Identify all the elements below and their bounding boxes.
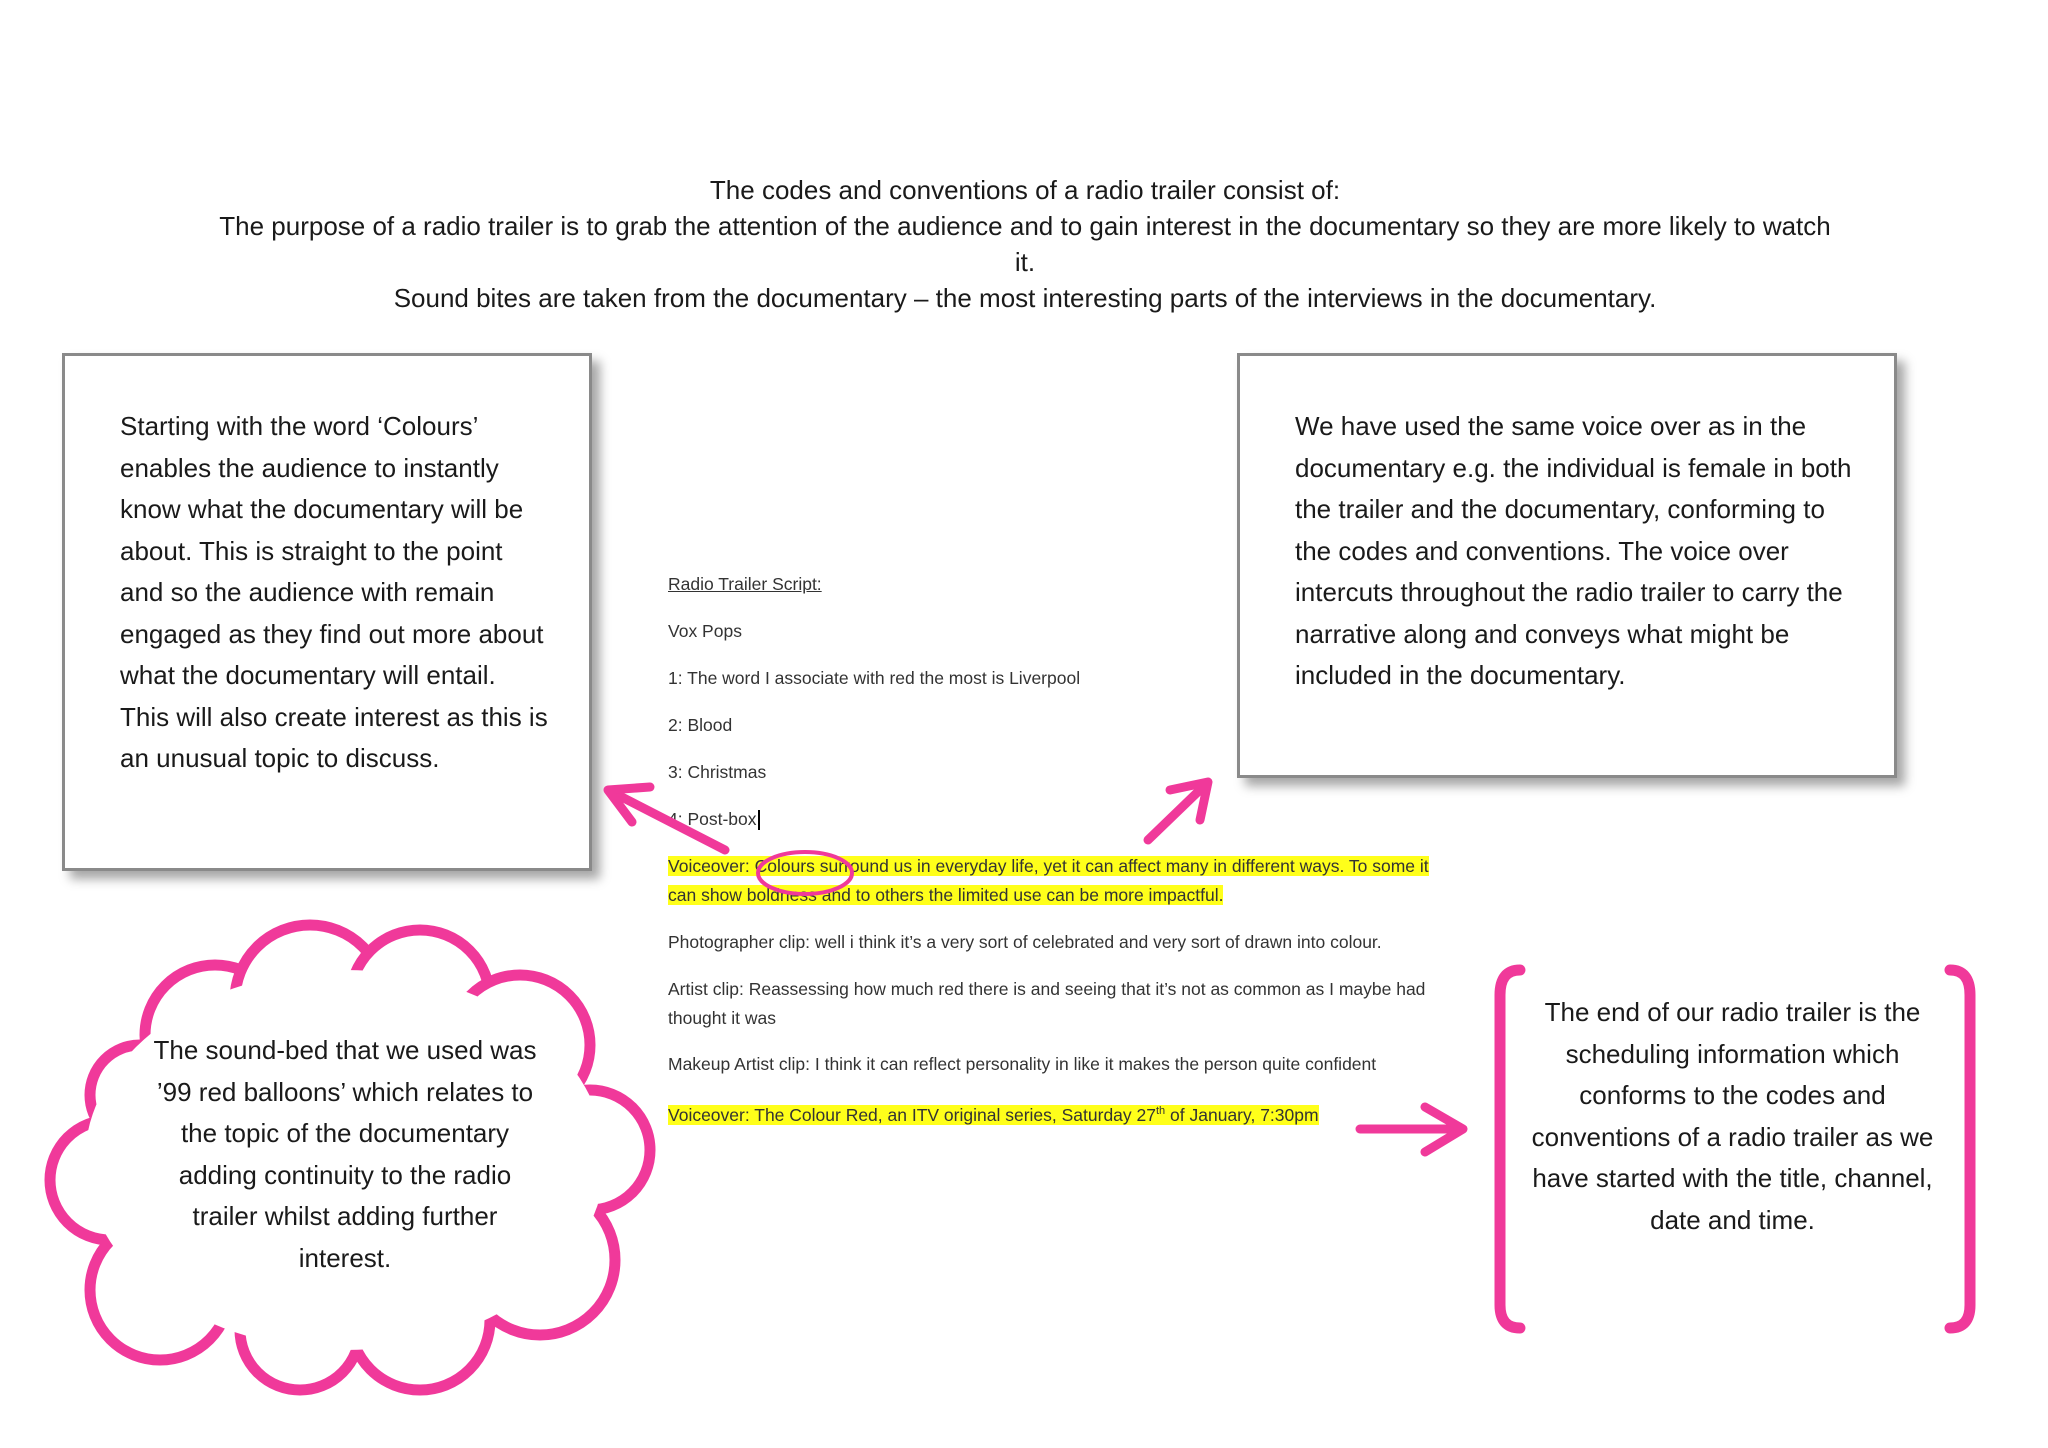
right-bracket-shape <box>1950 970 1970 1328</box>
script-artist-clip-b: thought it was <box>668 1008 776 1028</box>
right-annotation-text: We have used the same voice over as in the documentary e.g. the individual is female in both the trailer and the documentary, conforming to the codes and conventions. The voice over intercuts throughout the radio trailer to carry the narrative along and conveys what might be included in the documentary. <box>1295 411 1852 690</box>
left-annotation-text: Starting with the word ‘Colours’ enables the audience to instantly know what the documentary will be about. This is straight to the point and so the audience with remain engaged as they find out more about what the documentary will entail. This will also create interest as this is an unusual topic to discuss. <box>120 411 548 773</box>
script-vox-pops: Vox Pops <box>668 621 742 641</box>
script-item-1: 1: The word I associate with red the most is Liverpool <box>668 668 1081 688</box>
script-item-4: 4: Post-box <box>668 809 757 829</box>
intro-line-2: The purpose of a radio trailer is to grab the attention of the audience and to gain interest in the documentary so they are more likely to watch <box>219 211 1831 241</box>
highlight-voiceover-1a: Voiceover: Colours surround us in everyday life, yet it can affect many in different ways. To some it <box>668 856 1429 876</box>
script-artist-clip-a: Artist clip: Reassessing how much red there is and seeing that it’s not as common as I maybe had <box>668 979 1426 999</box>
intro-line-1: The codes and conventions of a radio trailer consist of: <box>709 175 1341 205</box>
script-title: Radio Trailer Script: <box>668 574 822 594</box>
script-item-3: 3: Christmas <box>668 762 767 782</box>
highlight-voiceover-2: Voiceover: The Colour Red, an ITV original series, Saturday 27th of January, 7:30pm <box>668 1104 1319 1125</box>
cloud-annotation-text: The sound-bed that we used was ’99 red balloons’ which relates to the topic of the documentary adding continuity to the radio trailer whilst adding further interest. <box>153 1035 537 1273</box>
arrow-to-left-box <box>608 787 725 850</box>
highlight-voiceover-1b: can show boldness and to others the limited use can be more impactful. <box>668 885 1224 905</box>
script-makeup-clip: Makeup Artist clip: I think it can reflect personality in like it makes the person quite confident <box>668 1054 1377 1074</box>
bracket-annotation-text: The end of our radio trailer is the scheduling information which conforms to the codes and conventions of a radio trailer as we have started with the title, channel, date and time. <box>1531 997 1934 1235</box>
script-item-2: 2: Blood <box>668 715 733 735</box>
script-photographer-clip: Photographer clip: well i think it’s a very sort of celebrated and very sort of drawn into colour. <box>668 932 1382 952</box>
intro-line-3: it. <box>1014 247 1036 277</box>
arrow-to-right-box <box>1148 782 1208 840</box>
arrow-to-bracket <box>1360 1107 1463 1152</box>
colours-circle <box>758 852 852 894</box>
intro-line-4: Sound bites are taken from the documentary – the most interesting parts of the interviews in the documentary. <box>393 283 1657 313</box>
